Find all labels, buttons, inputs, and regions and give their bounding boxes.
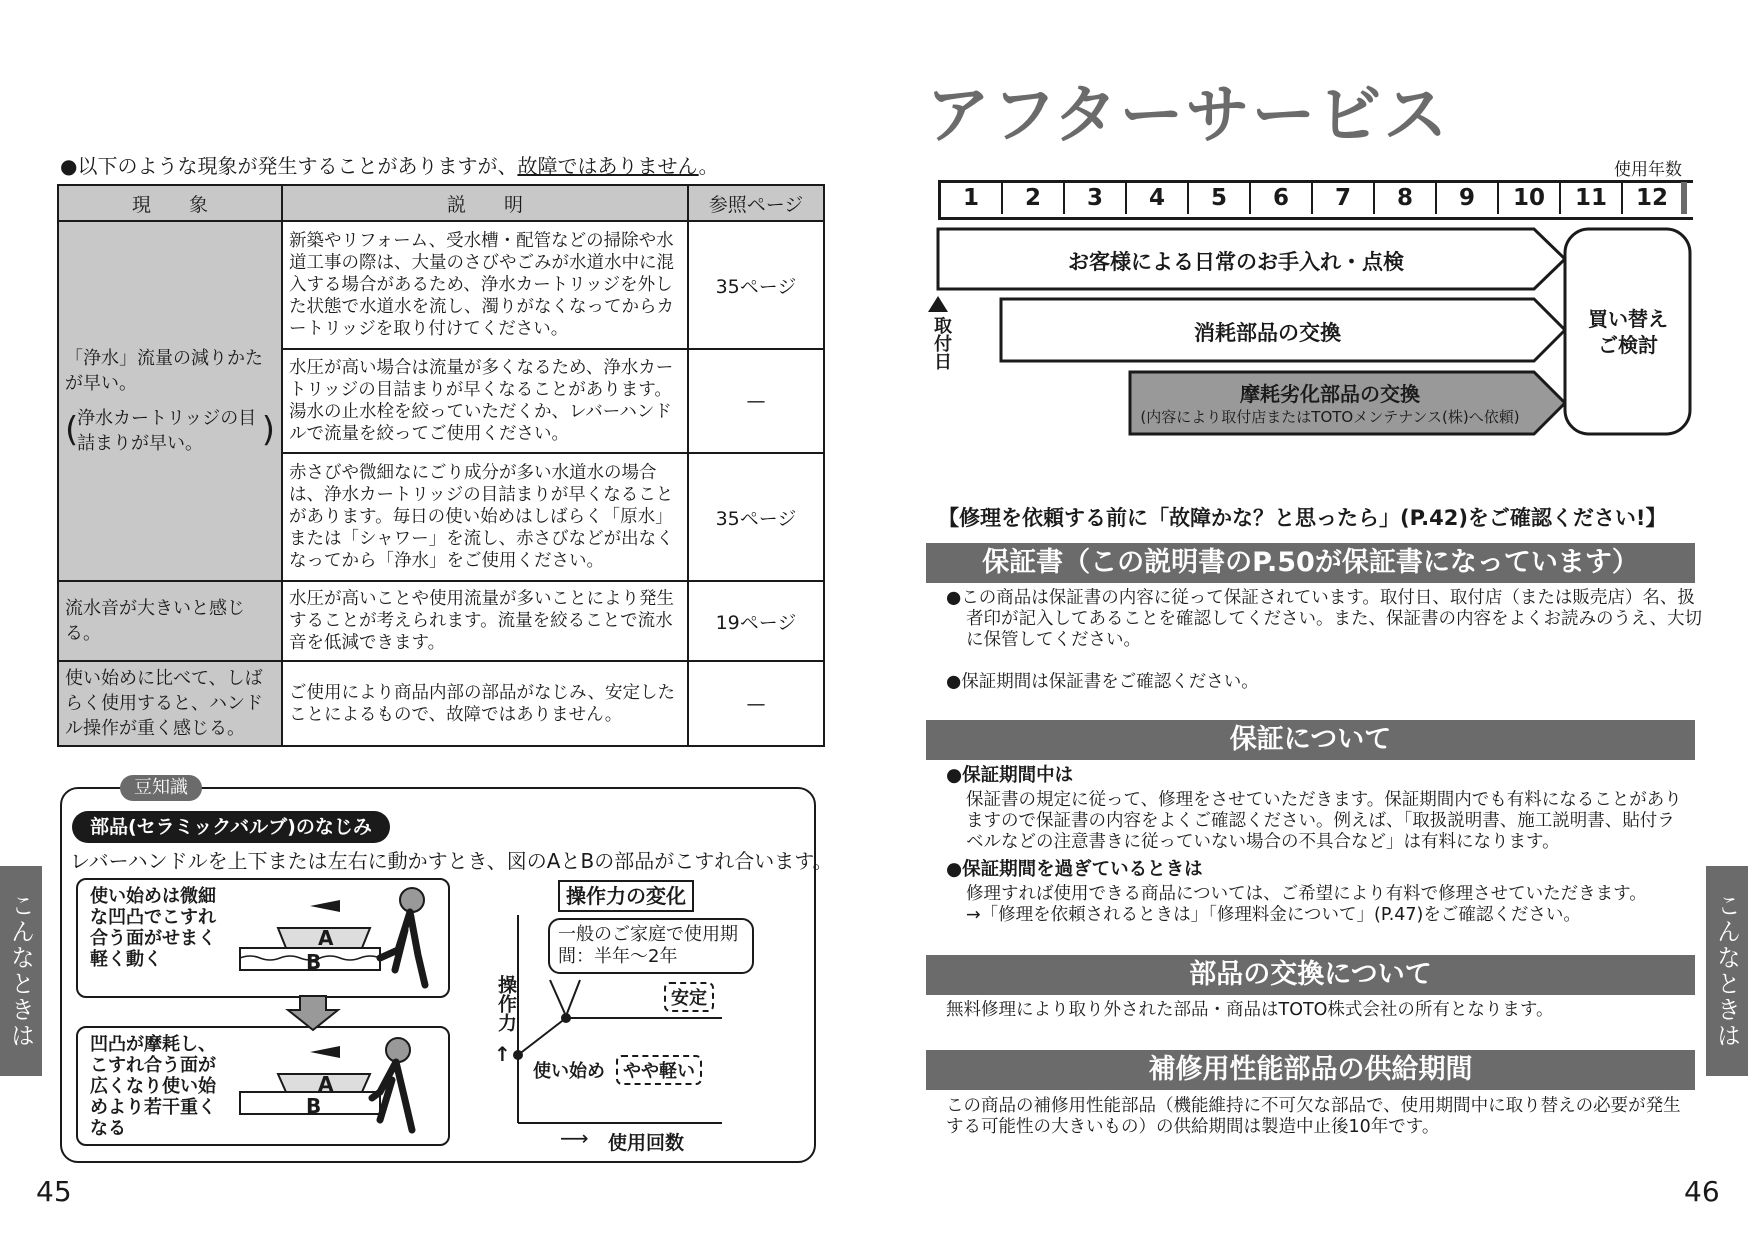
warranty-card-text-2: ●保証期間は保証書をご確認ください。	[946, 672, 1259, 692]
table-row: 赤さびや微細なにごり成分が多い水道水の場合は、浄水カートリッジの目詰まりが早くなることがあります。毎日の使い始めはしばらく「原水」または「シャワー」を流し、赤さびなどが出なくなってから「浄水」をご使用ください。	[282, 453, 688, 581]
header-description: 説 明	[282, 185, 688, 221]
table-row: 水圧が高いことや使用流量が多いことにより発生することが考えられます。流量を絞ることで流水音を低減できます。	[282, 581, 688, 661]
graph-yaxis: 操作力	[495, 975, 517, 1032]
supply-period-text: この商品の補修用性能部品（機能維持に不可欠な部品で、使用期間中に取り替えの必要が発生する可能性の大きいもの）の供給期間は製造中止後10年です。	[946, 1096, 1681, 1137]
timeline-arrow-3-title: 摩耗劣化部品の交換	[1240, 382, 1420, 406]
label-b-2: B	[306, 1094, 322, 1118]
label-b-1: B	[306, 950, 322, 974]
graph-callout: 一般のご家庭で使用期間：半年〜2年	[548, 918, 754, 974]
intro-end: 。	[698, 154, 719, 178]
graph-xarrow: ⟶	[560, 1126, 589, 1150]
timeline-arrow-2: 消耗部品の交換	[1194, 321, 1341, 345]
symptom-cell: 流水音が大きいと感じる。	[58, 581, 282, 661]
section-heading-parts-exchange: 部品の交換について	[926, 955, 1695, 995]
symptom-sub-text: 浄水カートリッジの目詰まりが早い。	[77, 408, 257, 454]
graph-title: 操作力の変化	[558, 880, 694, 912]
tip-title: 部品(セラミックバルブ)のなじみ	[72, 811, 390, 843]
warranty-text-1: 保証書の規定に従って、修理をさせていただきます。保証期間内でも有料になることがありますので保証書の内容をよくご確認ください。例えば、「取扱説明書、施工説明書、貼付ラベルなどの注意書きに従っていない場合の不具合など」は有料になります。	[966, 790, 1682, 852]
year-6: 6	[1251, 182, 1313, 214]
tip-lead: レバーハンドルを上下または左右に動かすとき、図のAとBの部品がこすれ合います。	[70, 849, 833, 873]
intro-emphasis: 故障ではありません	[517, 154, 699, 178]
ref-link[interactable]: 35ページ	[688, 453, 824, 581]
label-a-1: A	[318, 926, 334, 950]
tip-tag: 豆知識	[120, 775, 202, 801]
year-5: 5	[1189, 182, 1251, 214]
page-title: アフターサービス	[926, 79, 1450, 153]
year-3: 3	[1065, 182, 1127, 214]
warranty-sub-2: ●保証期間を過ぎているときは	[946, 859, 1203, 880]
year-11: 11	[1561, 182, 1623, 214]
ref-link[interactable]: 35ページ	[688, 221, 824, 349]
warranty-text-3[interactable]: →「修理を依頼されるときは」「修理料金について」(P.47)をご確認ください。	[966, 905, 1581, 925]
timeline-arrow-1: お客様による日常のお手入れ・点検	[1068, 250, 1404, 274]
tip-box-1-text: 使い始めは微細な凹凸でこすれ合う面がせまく軽く動く	[90, 886, 216, 970]
repair-notice: 【修理を依頼する前に「故障かな？と思ったら」(P.42)をご確認ください!】	[938, 506, 1667, 530]
section-heading-warranty-card: 保証書（この説明書のP.50が保証書になっています）	[926, 543, 1695, 583]
graph-yarrow: ↑	[494, 1042, 511, 1066]
warranty-card-text-1: ●この商品は保証書の内容に従って保証されています。取付日、取付店（または販売店）名、扱者印が記入してあることを確認してください。また、保証書の内容をよくお読みのうえ、大切に保管してください。	[946, 588, 1703, 650]
parts-exchange-text: 無料修理により取り外された部品・商品はTOTO株式会社の所有となります。	[946, 1000, 1554, 1020]
replace-box-text: 買い替えご検討	[1588, 307, 1668, 357]
warranty-sub-1: ●保証期間中は	[946, 765, 1074, 786]
ref-cell: —	[688, 349, 824, 453]
graph-xaxis: 使用回数	[608, 1132, 685, 1154]
graph-light: やや軽い	[616, 1055, 702, 1085]
ref-link[interactable]: 19ページ	[688, 581, 824, 661]
timeline-arrow-3-sub: (内容により取付店またはTOTOメンテナンス(株)へ依頼)	[1140, 408, 1520, 426]
page-number-left: 45	[36, 1175, 72, 1208]
ref-cell: —	[688, 661, 824, 746]
side-tab-left[interactable]: こんなときは	[0, 866, 42, 1076]
section-heading-supply-period: 補修用性能部品の供給期間	[926, 1050, 1695, 1090]
table-row: ご使用により商品内部の部品がなじみ、安定したことによるもので、故障ではありません。	[282, 661, 688, 746]
warranty-text-2: 修理すれば使用できる商品については、ご希望により有料で修理させていただきます。	[966, 884, 1647, 904]
label-a-2: A	[318, 1072, 334, 1096]
install-day-label: 取付日	[931, 316, 952, 370]
graph-stable: 安定	[664, 982, 714, 1012]
year-1: 1	[941, 182, 1003, 214]
year-7: 7	[1313, 182, 1375, 214]
years-label: 使用年数	[1614, 160, 1682, 180]
intro-text: ●以下のような現象が発生することがありますが、	[60, 154, 518, 178]
header-symptom: 現 象	[58, 185, 282, 221]
page-number-right: 46	[1684, 1175, 1720, 1208]
year-12: 12	[1623, 182, 1687, 214]
header-reference: 参照ページ	[688, 185, 824, 221]
table-row: 新築やリフォーム、受水槽・配管などの掃除や水道工事の際は、大量のさびやごみが水道水中に混入する場合があるため、浄水カートリッジを外した状態で水道水を流し、濁りがなくなってからカートリッジを取り付けてください。	[282, 221, 688, 349]
year-10: 10	[1499, 182, 1561, 214]
graph-start: 使い始め	[533, 1061, 605, 1082]
year-8: 8	[1375, 182, 1437, 214]
symptom-cell: 使い始めに比べて、しばらく使用すると、ハンドル操作が重く感じる。	[58, 661, 282, 746]
side-tab-right[interactable]: こんなときは	[1706, 866, 1748, 1076]
year-9: 9	[1437, 182, 1499, 214]
year-4: 4	[1127, 182, 1189, 214]
tip-box-2-text: 凹凸が摩耗し、こすれ合う面が広くなり使い始めより若干重くなる	[90, 1034, 216, 1139]
year-2: 2	[1003, 182, 1065, 214]
symptom-sub: ( 浄水カートリッジの目詰まりが早い。 )	[65, 408, 275, 454]
table-row: 水圧が高い場合は流量が多くなるため、浄水カートリッジの目詰まりが早くなることがあります。湯水の止水栓を絞っていただくか、レバーハンドルで流量を絞ってご使用ください。	[282, 349, 688, 453]
section-heading-warranty: 保証について	[926, 720, 1695, 760]
symptom-text: 「浄水」流量の減りかたが早い。	[65, 348, 263, 394]
